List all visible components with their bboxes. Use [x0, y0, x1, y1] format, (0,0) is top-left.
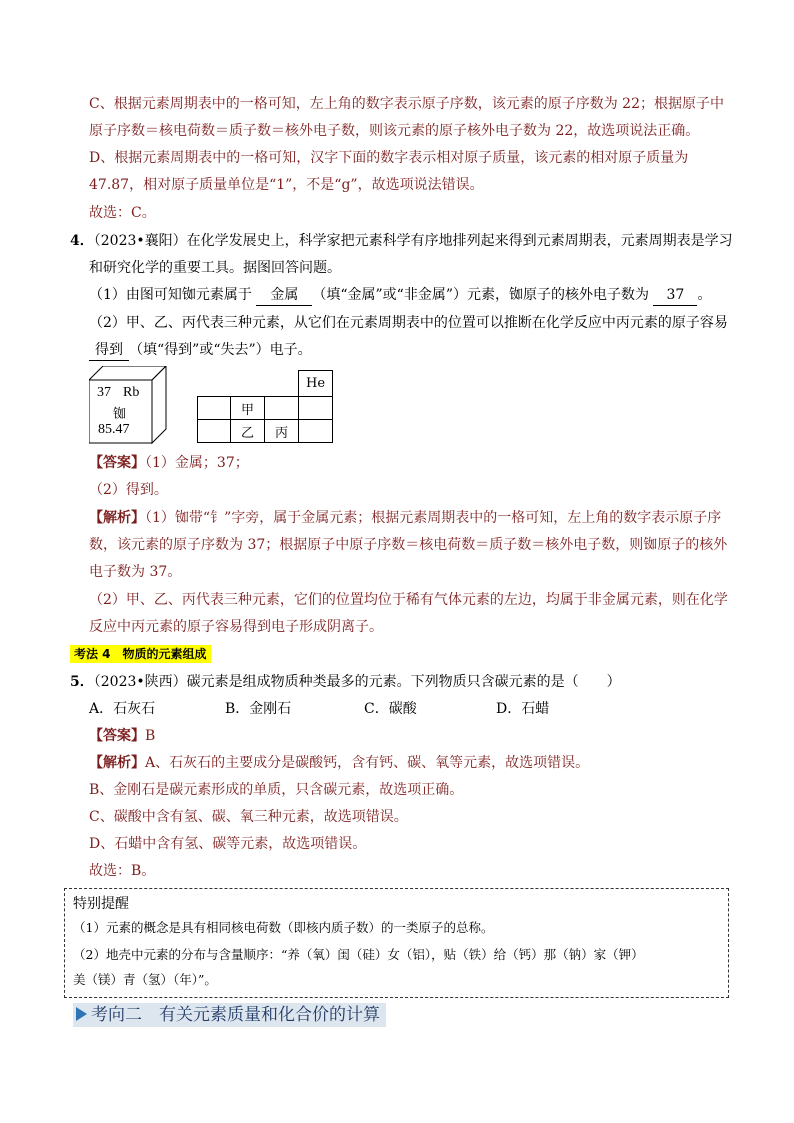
atomic-number: 37	[97, 385, 111, 400]
analysis-5-c: C、碳酸中含有氢、碳、氧三种元素，故选项错误。	[89, 809, 408, 825]
reminder-line1: （1）元素的概念是具有相同核电荷数（即核内质子数）的一类原子的总称。	[73, 920, 494, 935]
analysis-4-line2: 数，该元素的原子序数为 37；根据原子中原子序数＝核电荷数＝质子数＝核外电子数，则铷原子的核外	[89, 537, 728, 553]
question-4-part1: （1）由图可知铷元素属于 金属 （填“金属”或“非金属”）元素，铷原子的核外电子数为 37 。	[89, 285, 711, 306]
answer-5: 【答案】B	[89, 728, 156, 744]
question-4-stem	[70, 231, 733, 251]
triangle-icon	[76, 1007, 87, 1021]
option-b: B．金刚石	[225, 701, 292, 717]
solution-choice: 故选：C。	[89, 205, 156, 221]
blank-answer-2: 37	[653, 285, 697, 306]
analysis-4-line4: （2）甲、乙、丙代表三种元素，它们的位置均位于稀有气体元素的左边，均属于非金属元素，则在化学	[89, 592, 728, 608]
reminder-line3: 美（镁）青（氢）（年）”。	[73, 972, 217, 987]
cell-he: He	[298, 370, 333, 397]
solution-c-line2: 原子序数＝核电荷数＝质子数＝核外电子数，则该元素的原子核外电子数为 22，故选项说法正确。	[89, 123, 700, 139]
element-symbol: Rb	[123, 385, 140, 400]
analysis-4-line3: 电子数为 37。	[89, 564, 182, 580]
reminder-title: 特别提醒	[73, 896, 129, 912]
cell-jia: 甲	[230, 396, 265, 420]
analysis-label: 【解析】	[89, 755, 145, 771]
blank-answer-1: 金属	[256, 285, 312, 306]
option-c: C．碳酸	[364, 701, 417, 717]
analysis-4-line5: 反应中丙元素的原子容易得到电子形成阴离子。	[89, 619, 383, 635]
option-a: A．石灰石	[89, 701, 156, 717]
special-reminder-box	[64, 888, 729, 998]
cell-empty	[197, 396, 231, 420]
analysis-5-b: B、金刚石是碳元素形成的单质，只含碳元素，故选项正确。	[89, 782, 464, 798]
question-text: （2023•襄阳）在化学发展史上，科学家把元素科学有序地排列起来得到元素周期表，元素周期表是学习	[93, 233, 733, 249]
cell-bing: 丙	[264, 419, 299, 443]
question-number: 5．	[70, 674, 94, 690]
solution-c-line1: C、根据元素周期表中的一格可知，左上角的数字表示原子序数，该元素的原子序数为 22；根据原子中	[89, 96, 724, 112]
solution-d-line2: 47.87，相对原子质量单位是“1”，不是“g”，故选项说法错误。	[89, 177, 484, 193]
solution-5-choice: 故选：B。	[89, 863, 156, 879]
section-banner	[73, 1003, 386, 1027]
analysis-4-line1: 【解析】（1）铷带“钅”字旁，属于金属元素；根据元素周期表中的一格可知，左上角的数字表示原子序	[89, 510, 722, 526]
cell-empty	[298, 419, 333, 443]
answer-label: 【答案】	[89, 728, 145, 744]
answer-label: 【答案】	[89, 455, 145, 471]
section-tag: 考法 4 物质的元素组成	[70, 645, 211, 663]
cell-empty	[264, 396, 299, 420]
answer-4-line1: 【答案】（1）金属；37；	[89, 455, 249, 471]
analysis-5-d: D、石蜡中含有氢、碳等元素，故选项错误。	[89, 836, 367, 852]
solution-d-line1: D、根据元素周期表中的一格可知，汉字下面的数字表示相对原子质量，该元素的相对原子质量为	[89, 150, 689, 166]
analysis-label: 【解析】	[89, 510, 145, 526]
analysis-5-a: 【解析】A、石灰石的主要成分是碳酸钙，含有钙、碳、氧等元素，故选项错误。	[89, 755, 590, 771]
answer-4-line2: （2）得到。	[89, 482, 168, 498]
element-name: 铷	[113, 406, 127, 421]
question-number: 4．	[70, 233, 94, 249]
reminder-line2: （2）地壳中元素的分布与含量顺序：“养（氧）闺（硅）女（铝），贴（铁）给（钙）那（钠）家（钾）	[73, 947, 644, 962]
cell-empty	[298, 396, 333, 420]
question-5-stem: 5．（2023•陕西）碳元素是组成物质种类最多的元素。下列物质只含碳元素的是（ ）	[70, 674, 621, 690]
question-4-part2-line2: 得到 （填“得到”或“失去”）电子。	[89, 340, 312, 361]
cell-yi: 乙	[230, 419, 265, 443]
atomic-mass: 85.47	[98, 422, 130, 437]
question-4-stem-line2: 和研究化学的重要工具。据图回答问题。	[89, 260, 341, 276]
question-4-part2-line1: （2）甲、乙、丙代表三种元素，从它们在元素周期表中的位置可以推断在化学反应中丙元素的原子容易	[89, 315, 728, 331]
banner-title: 考向二 有关元素质量和化合价的计算	[91, 1005, 380, 1025]
blank-answer-3: 得到	[89, 340, 129, 361]
cell-empty	[197, 419, 231, 443]
element-cube-rubidium	[89, 366, 167, 444]
option-d: D．石蜡	[496, 701, 550, 717]
